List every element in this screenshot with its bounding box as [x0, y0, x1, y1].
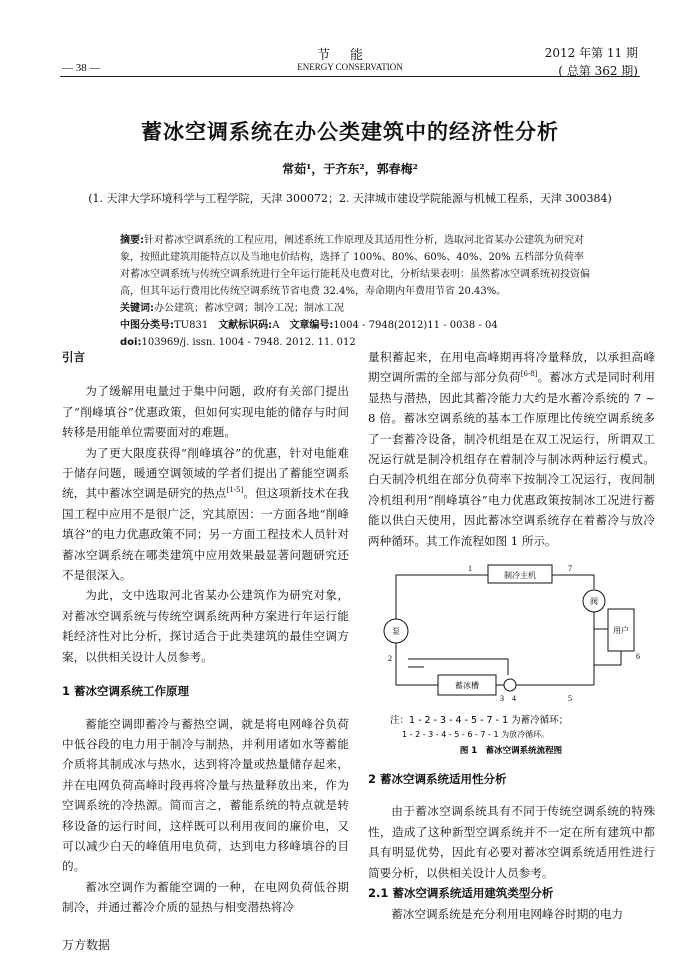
pipe-top-right	[552, 575, 594, 589]
footer-watermark: 万方数据	[62, 938, 111, 952]
doi-value: 103969/j. issn. 1004 - 7948. 2012. 11. 012	[141, 337, 356, 348]
classification-line	[120, 317, 590, 334]
keywords-text: 办公建筑；蓄冰空调；制冷工况；制冰工况	[154, 303, 344, 314]
section-1-paragraph-2: 蓄冰空调作为蓄能空调的一种，在电网负荷低谷期制冷，并通过蓄冷介质的显热与相变潜热将冷	[62, 879, 349, 915]
intro-paragraph-1: 为了缓解用电量过于集中问题，政府有关部门提出了“削峰填谷”优惠政策，但如何实现电能的储存与时间转移是用能单位需要面对的难题。	[62, 384, 349, 440]
continued-b: 。蓄冰方式是同时利用显热与潜热，因此其蓄冷能力大约是水蓄冷系统的 7 ~ 8 倍。蓄冰空调系统的基本工作原理比传统空调系统多了一套蓄冷设备，制冷机组是在双工况运行，所谓双工况运行就是制冷机组存在着制冷与制冰两种运行模式。白天制冷机组在部分负荷率下按制冷工况运行，夜间制冷机组利用“削峰填谷”电力优惠政策按制冰工况进行蓄能以供白天使用，因此蓄冰空调系统存在着蓄冷与放冷两种循环。其工作流程如图 1 所示。	[368, 370, 655, 548]
intro-paragraph-2-a: 为了更大限度获得“削峰填谷”的优惠，针对电能难于储存问题，暖通空调领域的学者们提出了蓄能空调系统，其中蓄冰空调是研究的热点	[62, 445, 349, 501]
keywords	[120, 300, 590, 317]
intro-paragraph-2	[62, 443, 349, 586]
left-column	[62, 347, 349, 918]
doi-label: doi:	[120, 337, 142, 348]
section-1-continued	[368, 347, 655, 551]
figure-note-2: 1 - 2 - 3 - 4 - 5 - 6 - 7 - 1 为放冷循环。	[402, 730, 550, 740]
valve-label: 阀	[590, 597, 598, 607]
ice-tank-label: 蓄冰槽	[455, 681, 479, 691]
node-4: 4	[512, 694, 516, 704]
node-5: 5	[568, 694, 572, 704]
doc-code-value: A	[272, 320, 280, 331]
continued-a: 量积蓄起来，在用电高峰期再将冷量释放，以承担高峰期空调所需的全部与部分负荷	[368, 350, 655, 385]
figure-caption: 图 1 蓄冰空调系统流程图	[459, 746, 563, 757]
authors: 常茹¹，于齐东²，郭春梅²	[282, 162, 418, 176]
journal-name-en: ENERGY CONSERVATION	[297, 62, 403, 72]
pipe-user-return	[594, 651, 621, 665]
figure-note-1: 注：1 - 2 - 3 - 4 - 5 - 7 - 1 为蓄冷循环；	[390, 715, 569, 727]
section-2-1-paragraph-1: 蓄冰空调系统是充分利用电网峰谷时期的电力	[391, 906, 624, 921]
pipe-left-lower	[396, 643, 438, 685]
article-no-value: 1004 - 7948(2012)11 - 0038 - 04	[333, 320, 498, 331]
section-1-heading: 1 蓄冰空调系统工作原理	[62, 684, 190, 699]
pipe-top-left	[396, 575, 488, 619]
doc-code-label: 文献标识码:	[218, 320, 273, 331]
section-1-paragraph-1: 蓄能空调即蓄冷与蓄热空调，就是将电网峰谷负荷中低谷段的电力用于制冷与制热，并利用诸如水等蓄能介质将其制成冰与热水，达到将冷量或热量储存起来，并在电网负荷高峰时段再将冷量与热量释放出来，作为空调系统的冷热源。简而言之，蓄能系统的特点就是转移设备的运行时间，这样既可以利用夜间的廉价电，又可以减少白天的峰值用电负荷，达到电力移峰填谷的目的。	[62, 716, 349, 874]
node-2: 2	[388, 654, 392, 664]
citation-6-8: [6-8]	[520, 370, 538, 379]
intro-paragraph-3: 为此，文中选取河北省某办公建筑作为研究对象，对蓄冰空调系统与传统空调系统两种方案进行年运行能耗经济性对比分析，探讨适合于此类建筑的最佳空调方案，以供相关设计人员参考。	[62, 588, 349, 664]
clc-value: TU831	[174, 320, 209, 331]
chiller-label: 制冷主机	[504, 571, 536, 581]
keywords-label: 关键词:	[120, 303, 154, 314]
right-column	[368, 347, 655, 924]
citation-1-5: [1-5]	[226, 486, 244, 495]
user-label: 用户	[613, 626, 629, 636]
affiliation: (1. 天津大学环境科学与工程学院，天津 300072；2. 天津城市建设学院能源与机械工程系，天津 300384)	[88, 192, 612, 205]
system-flow-diagram	[368, 561, 655, 757]
node-7: 7	[568, 564, 572, 574]
intro-paragraph-2-b: 。但这项新技术在我国工程中应用不是很广泛，究其原因：一方面各地“削峰填谷”的电力优惠政策不同；另一方面工程技术人员针对蓄冰空调系统在哪类建筑中应用效果最显著问题研究还不是很深入。	[62, 486, 349, 583]
total-issue-number: ( 总第 362 期)	[558, 64, 638, 78]
abstract-label: 摘要:	[120, 235, 144, 246]
section-2-paragraph-1: 由于蓄冰空调系统具有不同于传统空调系统的特殊性，造成了这种新型空调系统并不一定在所有建筑中都具有明显优势，因此有必要对蓄冰空调系统适用性进行简要分析，以供相关设计人员参考。	[368, 804, 655, 880]
header-rule	[60, 76, 640, 77]
abstract-text: 针对蓄冰空调系统的工程应用，阐述系统工作原理及其适用性分析，选取河北省某办公建筑为研究对象，按照此建筑用能特点以及当地电价结构，选择了 100%、80%、60%、40%、20% 五档部分负荷率对蓄冰空调系统与传统空调系统进行全年运行能耗及电费对比，分析结果表明：虽然蓄冰空调系统初投资偏高，但其年运行费用比传统空调系统节省电费 32.4%，寿命期内年费用节省 20.43%。	[120, 235, 590, 297]
node-3: 3	[500, 694, 504, 704]
issue-number: 2012 年第 11 期	[544, 46, 638, 60]
node-6: 6	[636, 652, 640, 662]
abstract	[120, 232, 590, 300]
journal-name-cn: 节能	[316, 48, 383, 63]
clc-label: 中图分类号:	[120, 320, 174, 331]
bottom-valve-circle	[504, 679, 516, 691]
pump-label: 泵	[392, 627, 400, 637]
paper-title: 蓄冰空调系统在办公类建筑中的经济性分析	[141, 120, 559, 144]
intro-heading: 引言	[62, 350, 85, 364]
section-2-heading: 2 蓄冰空调系统适用性分析	[368, 772, 507, 787]
figure-1	[368, 561, 655, 757]
section-2-1-heading: 2.1 蓄冰空调系统适用建筑类型分析	[368, 886, 554, 901]
abstract-block	[120, 232, 590, 351]
node-1: 1	[468, 564, 472, 574]
page-number: — 38 —	[62, 62, 101, 74]
article-no-label: 文章编号:	[289, 320, 334, 331]
